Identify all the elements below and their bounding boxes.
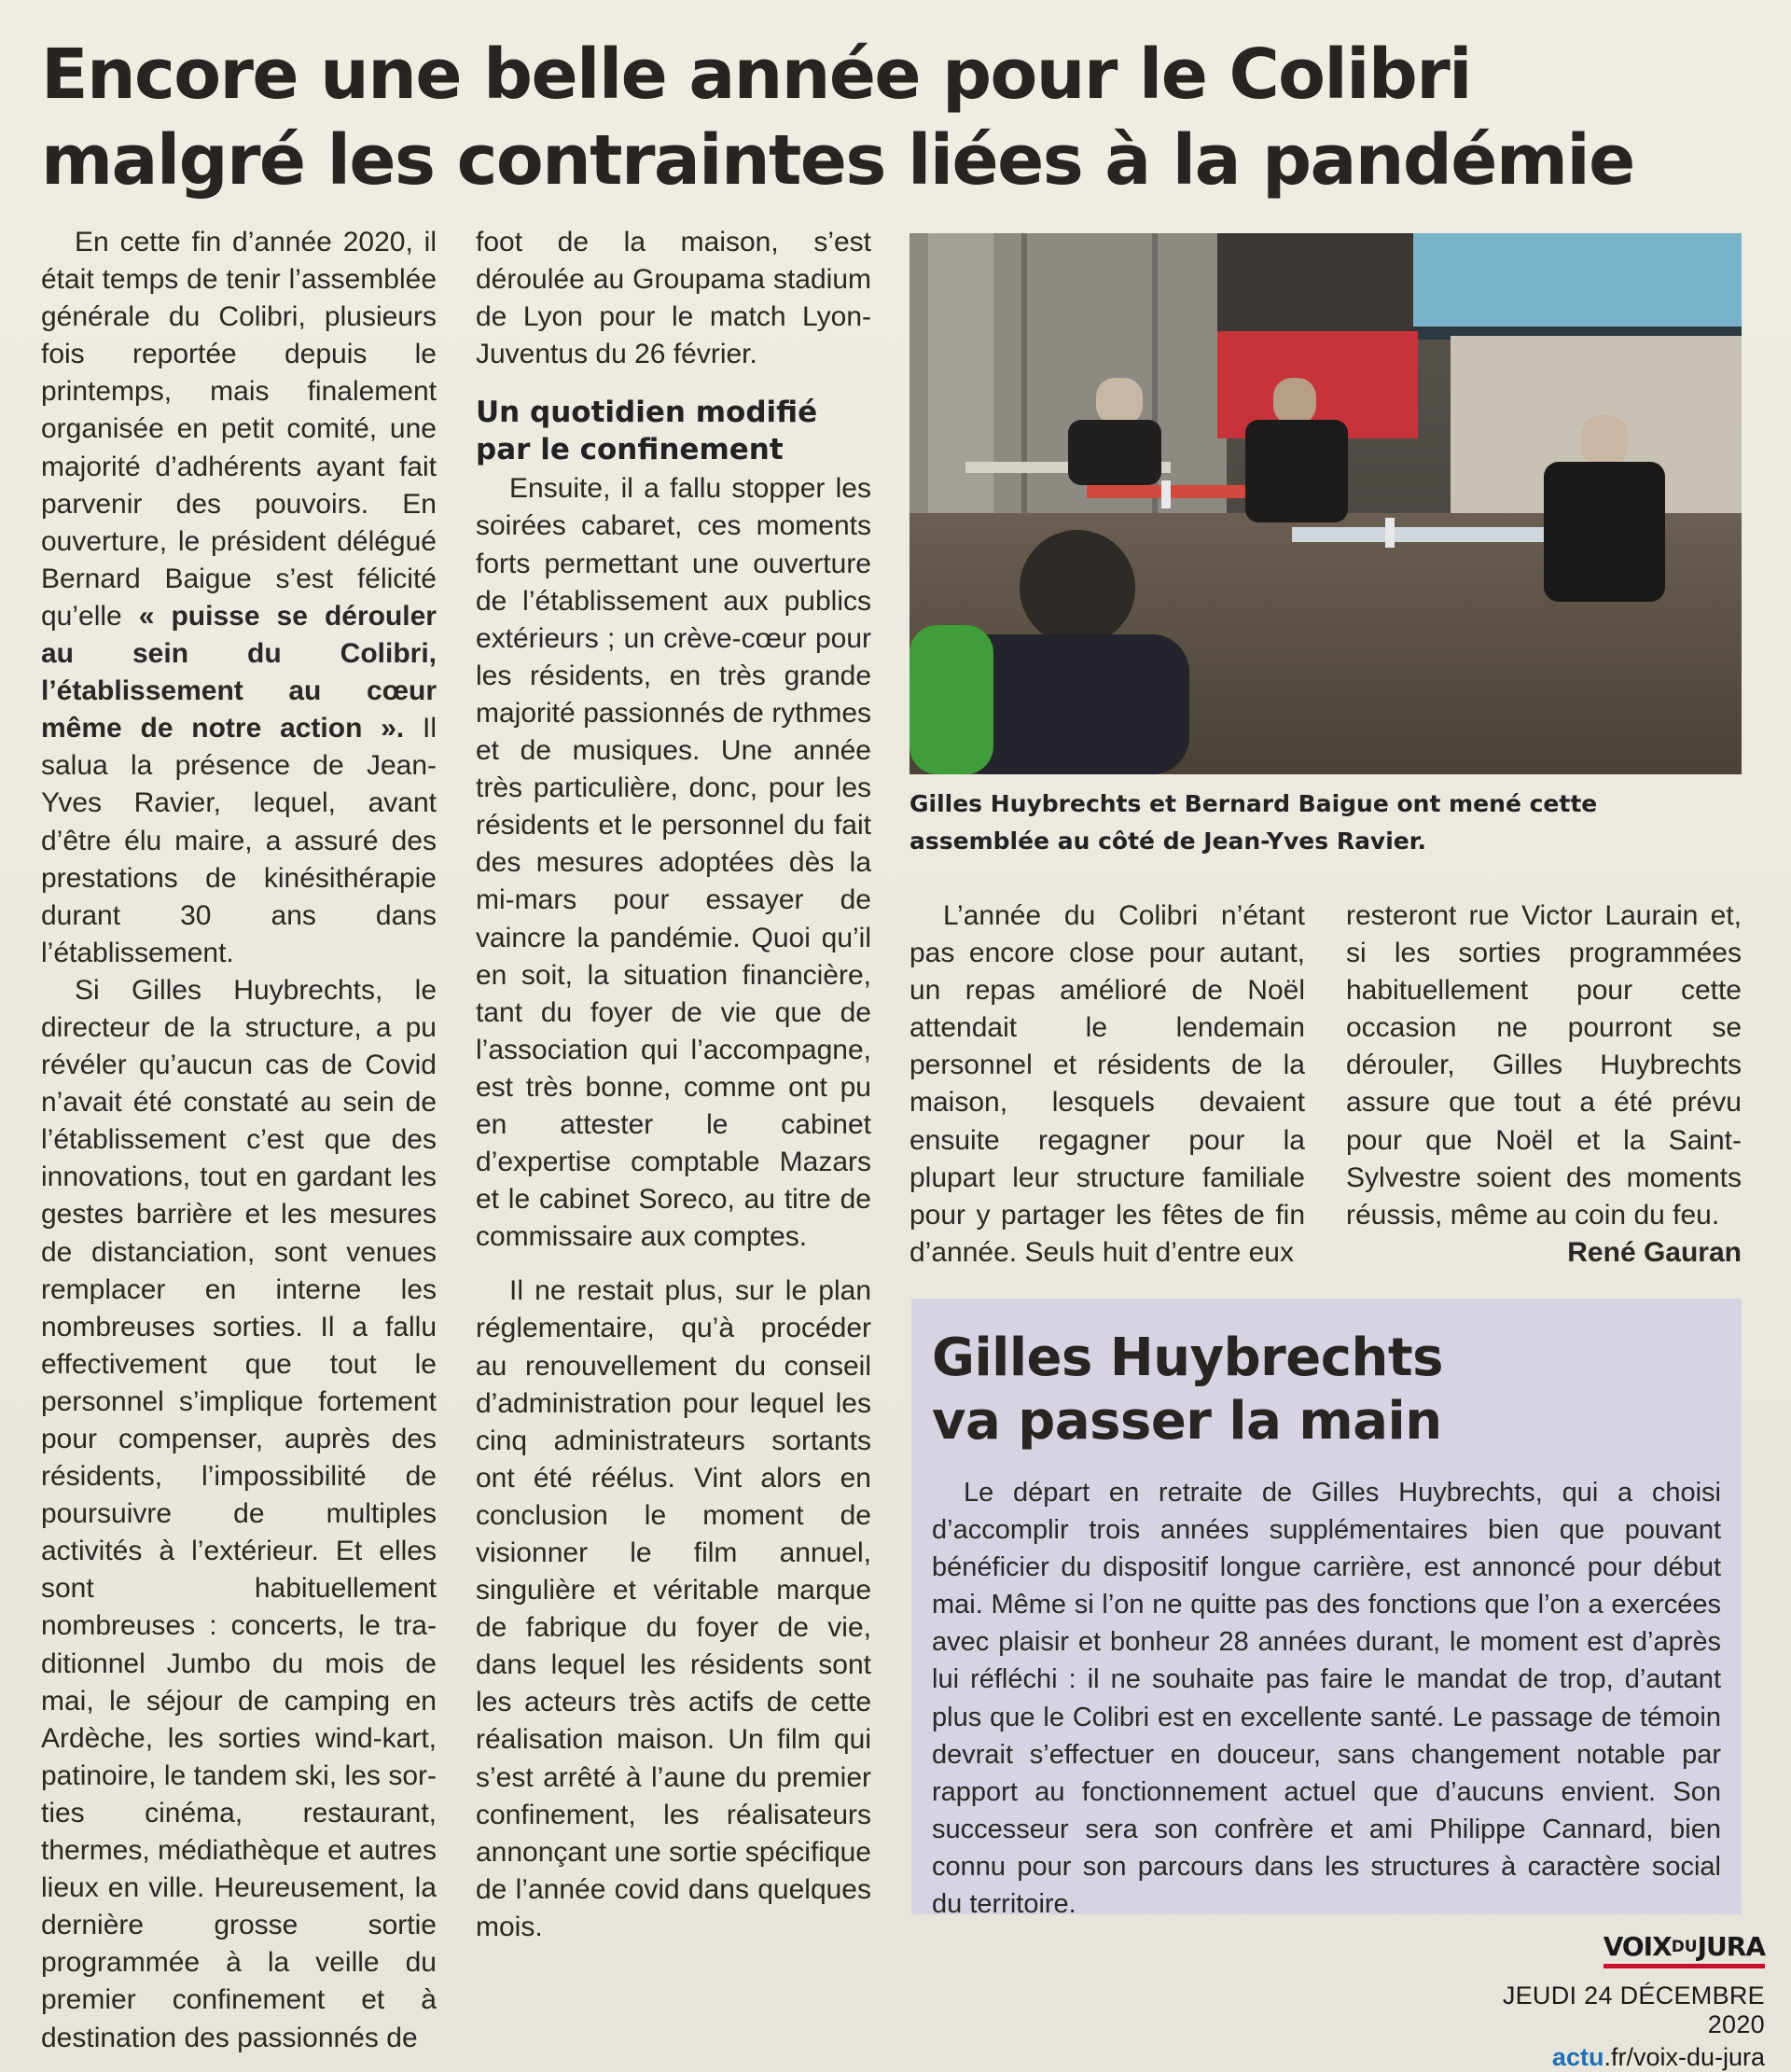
website-url bbox=[1448, 2043, 1765, 2072]
article-headline bbox=[41, 32, 1757, 203]
newspaper-logo bbox=[1604, 1931, 1765, 1968]
paragraph: Ensuite, il a fallu stopper les soirées cabaret, ces moments forts permettant une ouverture de l’établissement aux publics extérieurs ; un crève-cœur pour les résidents, en très grande majorité passionnés de rythmes et de musiques. Une année très particulière, donc, pour les résidents et le personnel du fait des mesures adoptées dès la mi-mars pour essayer de vaincre la pandémie. Quoi qu’il en soit, la situation financière, tant du foyer de vie que de l’association qui l’accompagne, est très bonne, comme ont pu en attester le cabinet d’expertise comptable Mazars et le cabinet Soreco, au titre de commissaire aux comptes. bbox=[476, 473, 871, 1253]
photo-caption: Gilles Huybrechts et Bernard Baigue ont mené cette assemblée au côté de Jean-Yves Ravier. bbox=[909, 790, 1598, 855]
logo-text: JURA bbox=[1697, 1931, 1765, 1962]
paragraph bbox=[41, 224, 437, 972]
author-byline: René Gauran bbox=[1567, 1236, 1742, 1268]
paragraph-text: Il salua la présence de Jean-Yves Ravier, lequel, avant d’être élu maire, a assuré des prestations de kinésithérapie durant 30 ans dans l’établissement. bbox=[41, 713, 437, 968]
sidebar-box-title bbox=[932, 1327, 1443, 1453]
sidebar-box-body: Le départ en retraite de Gilles Huybrechts, qui a choisi d’accomplir trois années supplémentaires bien que pouvant bénéficier du dispositif longue carrière, est annoncé pour début mai. Même si l’on ne quitte pas des fonctions que l’on a exercées avec plaisir et bonheur 28 années durant, le moment est d’après lui réfléchi : il ne souhaite pas faire le mandat de trop, d’autant plus que le Colibri est en excellente santé. Le passage de témoin devrait s’effectuer en douceur, sans changement notable par rapport au fonctionnement actuel que d’aucuns envient. Son successeur sera son confrère et ami Philippe Cannard, bien connu pour son parcours dans les structures à caractère social du territoire. bbox=[932, 1478, 1721, 1920]
headline-line-2: malgré les contraintes liées à la pandémie bbox=[41, 120, 1634, 201]
meeting-photo-illustration bbox=[909, 233, 1742, 774]
article-column-3 bbox=[909, 897, 1305, 1272]
president-quote: « puisse se dérouler au sein du Colibri, l’établissement au cœur même de notre action ». bbox=[41, 600, 437, 744]
paragraph: foot de la maison, s’est déroulée au Groupama stadium de Lyon pour le match Lyon-Juventus du 26 février. bbox=[476, 227, 871, 370]
newspaper-footer bbox=[1448, 1931, 1765, 2072]
logo-text: VOIX bbox=[1603, 1931, 1672, 1962]
url-highlight: actu bbox=[1551, 2043, 1604, 2071]
meeting-photo bbox=[909, 233, 1742, 774]
article-column-1 bbox=[41, 224, 437, 2057]
url-rest: .fr/voix-du-jura bbox=[1604, 2043, 1765, 2071]
article-column-2 bbox=[476, 224, 871, 1946]
article-subheading: Un quotidien modifié par le confinement bbox=[476, 396, 818, 467]
publication-date: JEUDI 24 DÉCEMBRE 2020 bbox=[1502, 1982, 1765, 2038]
sidebar-box bbox=[911, 1299, 1742, 1920]
headline-line-1: Encore une belle année pour le Colibri bbox=[41, 35, 1471, 115]
logo-text: DU bbox=[1671, 1938, 1698, 1956]
box-title-line-2: va passer la main bbox=[932, 1391, 1442, 1452]
paragraph-text: En cette fin d’année 2020, il était temps de tenir l’assemblée générale du Colibri, plusieurs fois reportée depuis le printemps, mais finalement organisée en petit comité, une majorité d’adhérents ayant fait parvenir des pouvoirs. En ouverture, le président délégué Bernard Baigue s’est félicité qu’elle bbox=[41, 227, 437, 632]
paragraph: Si Gilles Huybrechts, le directeur de la structure, a pu révéler qu’aucun cas de Covid n’avait été constaté au sein de l’établissement c’est que des innovations, tout en gardant les gestes barrière et les mesures de distanciation, sont venues remplacer en interne les nombreuses sorties. Il a fallu effectivement que tout le personnel s’implique fortement pour compenser, auprès des résidents, l’impossibilité de poursuivre de multiples activités à l’extérieur. Et elles sont habituellement nombreuses : concerts, le traditionnel Jumbo du mois de mai, le séjour de camping en Ardèche, les sorties wind-kart, patinoire, le tandem ski, les sorties cinéma, restaurant, thermes, médiathèque et autres lieux en ville. Heureusement, la dernière grosse sortie programmée à la veille du premier confinement et à destination des passionnés de bbox=[41, 974, 437, 2053]
paragraph: Il ne restait plus, sur le plan réglementaire, qu’à procéder au renouvellement du conseil d’administration pour lequel les cinq administrateurs sortants ont été réélus. Vint alors en conclusion le moment de visionner le film annuel, singulière et véritable marque de fabrique du foyer de vie, dans lequel les résidents sont les acteurs très actifs de cette réalisation maison. Un film qui s’est arrêté à l’aune du premier confinement, les réalisateurs annonçant une sortie spécifique de l’année covid dans quelques mois. bbox=[476, 1275, 871, 1942]
box-title-line-1: Gilles Huybrechts bbox=[932, 1328, 1443, 1388]
article-column-4 bbox=[1346, 897, 1742, 1272]
paragraph: resteront rue Victor Laurain et, si les sorties programmées habituellement pour cette occasion ne pourront se dérouler, Gilles Huybrechts assure que tout a été prévu pour que Noël et la Saint-Sylvestre soient des moments réussis, même au coin du feu. bbox=[1346, 900, 1742, 1231]
paragraph: L’année du Colibri n’étant pas encore close pour autant, un repas amélioré de Noël attendait le lendemain personnel et résidents de la maison, lesquels devaient ensuite regagner pour la plupart leur structure familiale pour y partager les fêtes de fin d’année. Seuls huit d’entre eux bbox=[909, 900, 1305, 1268]
